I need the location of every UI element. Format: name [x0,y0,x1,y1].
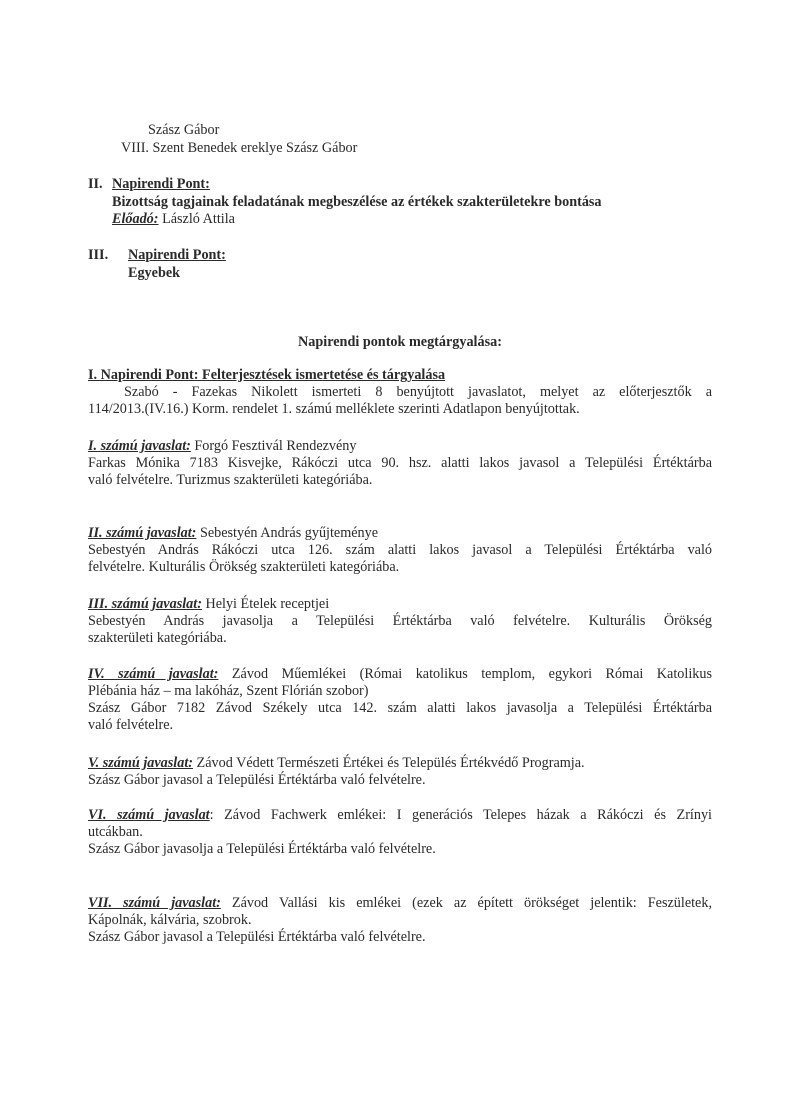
proposal-3-line-1: Sebestyén András javasolja a Települési Értéktárba való felvételre. Kulturális Örökség [88,613,712,629]
proposal-2-line-2: felvételre. Kulturális Örökség szakterületi kategóriába. [88,559,400,575]
proposal-3-label: III. számú javaslat: [88,596,202,612]
proposal-5-label: V. számú javaslat: [88,755,193,771]
proposal-4-line-1: Plébánia ház – ma lakóház, Szent Flórián szobor) [88,683,369,699]
intro-line-1: Szabó - Fazekas Nikolett ismerteti 8 benyújtott javaslatot, melyet az előterjesztők a [124,384,712,400]
proposal-7-label: VII. számú javaslat: [88,895,221,911]
proposal-2-label: II. számú javaslat: [88,525,197,541]
proposal-6-line-2: Szász Gábor javasolja a Települési Értéktárba való felvételre. [88,841,436,857]
agenda-item-2-number: II. [88,176,103,192]
proposal-3 [88,596,712,647]
section-1-intro [88,384,712,418]
proposal-2-title: Sebestyén András gyűjteménye [196,525,379,541]
agenda-item-3-title: Egyebek [128,265,181,281]
proposal-1 [88,438,712,489]
proposal-1-line-2: való felvételre. Turizmus szakterületi kategóriába. [88,472,373,488]
proposal-6-line-1: utcákban. [88,824,143,840]
proposal-3-line-2: szakterületi kategóriába. [88,630,227,646]
proposal-2 [88,525,712,576]
proposal-4-label: IV. számú javaslat: [88,666,219,682]
list-item-viii: VIII. Szent Benedek ereklye Szász Gábor [121,140,358,156]
proposal-7 [88,895,712,946]
agenda-item-2-label: Napirendi Pont: [112,176,210,192]
proposal-6-label: VI. számú javaslat [88,807,210,823]
proposal-1-line-1: Farkas Mónika 7183 Kisvejke, Rákóczi utca 90. hsz. alatti lakos javasol a Települési Értéktárba [88,455,712,471]
proposal-4-line-3: való felvételre. [88,717,174,733]
proposal-2-line-1: Sebestyén András Rákóczi utca 126. szám alatti lakos javasol a Települési Értéktárba való [88,542,712,558]
discussion-heading: Napirendi pontok megtárgyalása: [298,334,502,350]
proposal-6-title: : Závod Fachwerk emlékei: I generációs Telepes házak a Rákóczi és Zrínyi [209,807,712,823]
proposal-5 [88,755,712,789]
proposal-7-line-1: Kápolnák, kálvária, szobrok. [88,912,252,928]
proposal-4-title: Závod Műemlékei (Római katolikus templom, egykori Római Katolikus [218,666,712,682]
proposal-4 [88,666,712,734]
agenda-item-3-label: Napirendi Pont: [128,247,226,263]
presenter-label: Előadó: [112,211,159,227]
agenda-item-3-number: III. [88,247,109,263]
proposal-5-line-1: Szász Gábor javasol a Települési Értéktárba való felvételre. [88,772,426,788]
proposal-3-title: Helyi Ételek receptjei [201,596,330,612]
proposal-7-title: Závod Vallási kis emlékei (ezek az épített örökséget jelentik: Feszületek, [220,895,712,911]
intro-line-2: 114/2013.(IV.16.) Korm. rendelet 1. számú melléklete szerinti Adatlapon benyújtottak. [88,401,580,417]
proposal-6 [88,807,712,858]
proposal-4-line-2: Szász Gábor 7182 Závod Székely utca 142. szám alatti lakos javasolja a Települési Értéktárba [88,700,712,716]
agenda-item-2-title: Bizottság tagjainak feladatának megbeszélése az értékek szakterületekre bontása [112,194,602,210]
presenter-name: László Attila [162,211,235,227]
proposal-1-title: Forgó Fesztivál Rendezvény [190,438,357,454]
section-1-heading: I. Napirendi Pont: Felterjesztések ismertetése és tárgyalása [88,367,446,383]
proposal-7-line-2: Szász Gábor javasol a Települési Értéktárba való felvételre. [88,929,426,945]
proposal-5-title: Závod Védett Természeti Értékei és Település Értékvédő Programja. [193,755,585,771]
list-continuation-line: Szász Gábor [148,122,220,138]
proposal-1-label: I. számú javaslat: [88,438,191,454]
agenda-item-2-presenter [112,211,235,228]
